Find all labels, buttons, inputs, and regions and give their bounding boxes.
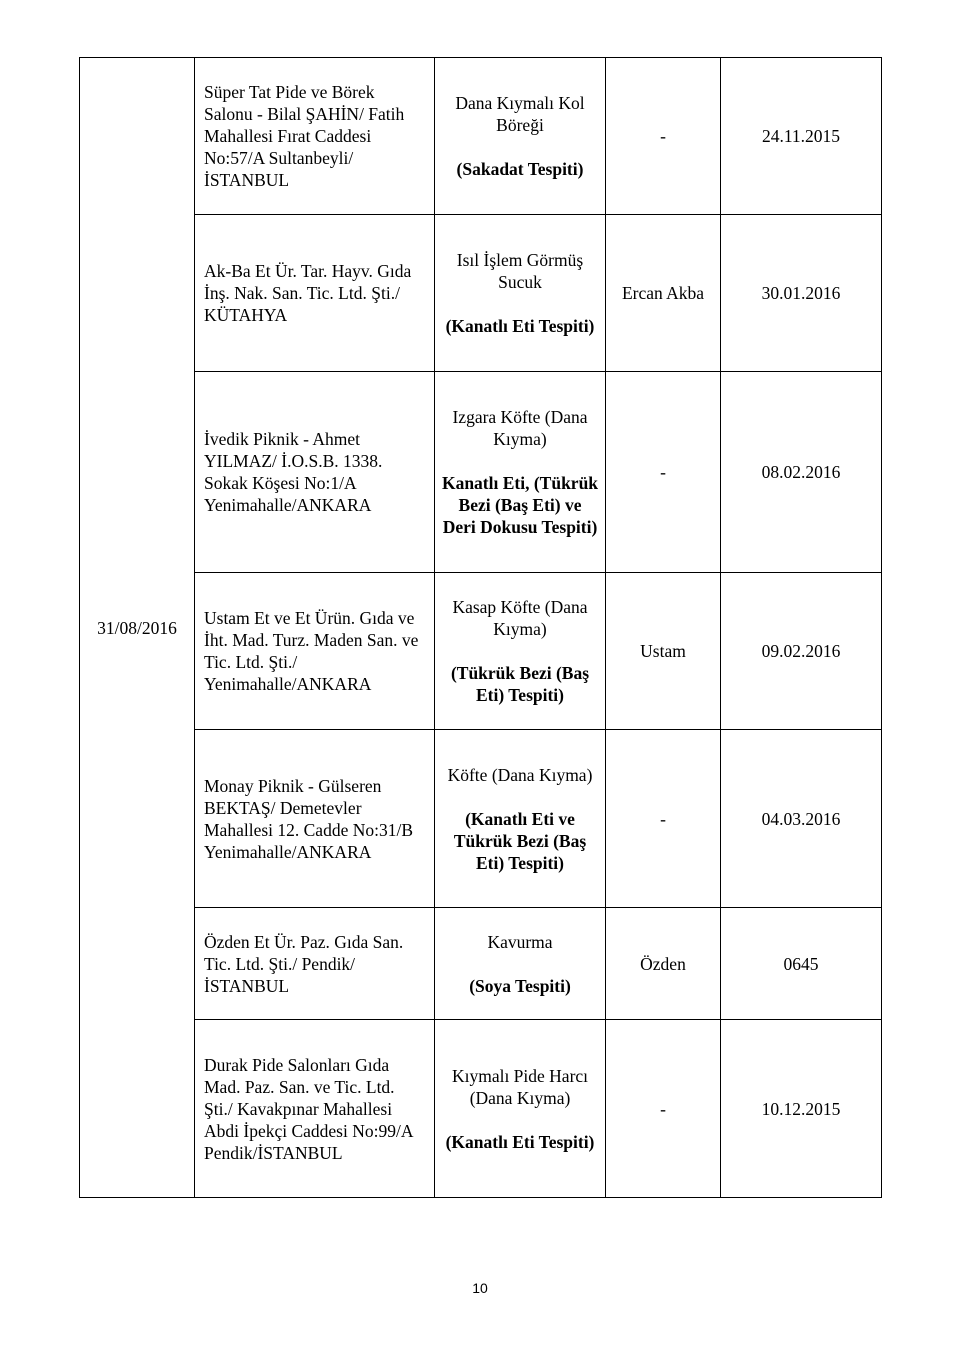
firm-text: Özden Et Ür. Paz. Gıda San. Tic. Ltd. Şti./ Pendik/İSTANBUL: [204, 931, 404, 996]
product-finding: (Kanatlı Eti Tespiti): [445, 1131, 595, 1152]
table-row: [80, 730, 882, 908]
product-finding: (Kanatlı Eti ve Tükrük Bezi (Baş Eti) Tespiti): [453, 808, 587, 873]
brand-cell: -: [606, 372, 721, 573]
firm-cell: [195, 1020, 435, 1198]
lot-cell: 30.01.2016: [721, 215, 882, 372]
product-name: Kavurma: [487, 931, 553, 952]
firm-text: Ustam Et ve Et Ürün. Gıda ve İht. Mad. Turz. Maden San. ve Tic. Ltd. Şti./ Yenimahalle/ANKARA: [204, 608, 419, 694]
product-finding: (Sakadat Tespiti): [456, 159, 584, 179]
lot-cell: 0645: [721, 908, 882, 1020]
brand-cell: -: [606, 1020, 721, 1198]
firm-cell: [195, 58, 435, 215]
brand-cell: -: [606, 730, 721, 908]
product-name: Izgara Köfte (Dana Kıyma): [452, 407, 588, 449]
table-row: [80, 372, 882, 573]
product-name: Kıymalı Pide Harcı (Dana Kıyma): [451, 1065, 589, 1108]
brand-cell: Ustam: [606, 573, 721, 730]
table-row: [80, 908, 882, 1020]
lot-cell: 09.02.2016: [721, 573, 882, 730]
firm-text: Monay Piknik - Gülseren BEKTAŞ/ Demetevler Mahallesi 12. Cadde No:31/B Yenimahalle/ANKARA: [204, 775, 414, 862]
product-finding: (Tükrük Bezi (Baş Eti) Tespiti): [450, 663, 590, 705]
firm-text: Durak Pide Salonları Gıda Mad. Paz. San. ve Tic. Ltd. Şti./ Kavakpınar Mahallesi Abdi İpekçi Caddesi No:99/A Pendik/İSTANBUL: [204, 1054, 413, 1163]
firm-cell: [195, 573, 435, 730]
product-finding: Kanatlı Eti, (Tükrük Bezi (Baş Eti) ve Deri Dokusu Tespiti): [441, 473, 599, 537]
brand-cell: Ercan Akba: [606, 215, 721, 372]
brand-cell: -: [606, 58, 721, 215]
firm-cell: [195, 215, 435, 372]
product-name: Dana Kıymalı Kol Böreği: [455, 93, 585, 135]
table-row: [80, 58, 882, 215]
firm-cell: [195, 730, 435, 908]
firm-cell: [195, 372, 435, 573]
firm-text: İvedik Piknik - Ahmet YILMAZ/ İ.O.S.B. 1338. Sokak Köşesi No:1/A Yenimahalle/ANKARA: [204, 429, 383, 515]
page-number: 10: [472, 1280, 488, 1296]
product-name: Isıl İşlem Görmüş Sucuk: [456, 250, 584, 292]
table-row: [80, 215, 882, 372]
product-cell: [435, 58, 606, 215]
product-cell: [435, 372, 606, 573]
firm-text: Ak-Ba Et Ür. Tar. Hayv. Gıda İnş. Nak. San. Tic. Ltd. Şti./ KÜTAHYA: [204, 261, 412, 325]
lot-cell: 24.11.2015: [721, 58, 882, 215]
results-table: [79, 57, 882, 1198]
product-cell: [435, 573, 606, 730]
product-cell: [435, 908, 606, 1020]
lot-cell: 08.02.2016: [721, 372, 882, 573]
firm-cell: [195, 908, 435, 1020]
product-name: Köfte (Dana Kıyma): [447, 764, 593, 785]
product-cell: [435, 730, 606, 908]
table-row: [80, 573, 882, 730]
product-finding: (Soya Tespiti): [469, 975, 571, 996]
product-cell: [435, 1020, 606, 1198]
firm-text: Süper Tat Pide ve Börek Salonu - Bilal ŞAHİN/ Fatih Mahallesi Fırat Caddesi No:57/A Sultanbeyli/İSTANBUL: [204, 82, 405, 190]
product-finding: (Kanatlı Eti Tespiti): [445, 316, 595, 336]
product-name: Kasap Köfte (Dana Kıyma): [452, 597, 588, 639]
brand-cell: Özden: [606, 908, 721, 1020]
announcement-date: 31/08/2016: [80, 58, 195, 1198]
table-row: [80, 1020, 882, 1198]
lot-cell: 04.03.2016: [721, 730, 882, 908]
lot-cell: 10.12.2015: [721, 1020, 882, 1198]
product-cell: [435, 215, 606, 372]
